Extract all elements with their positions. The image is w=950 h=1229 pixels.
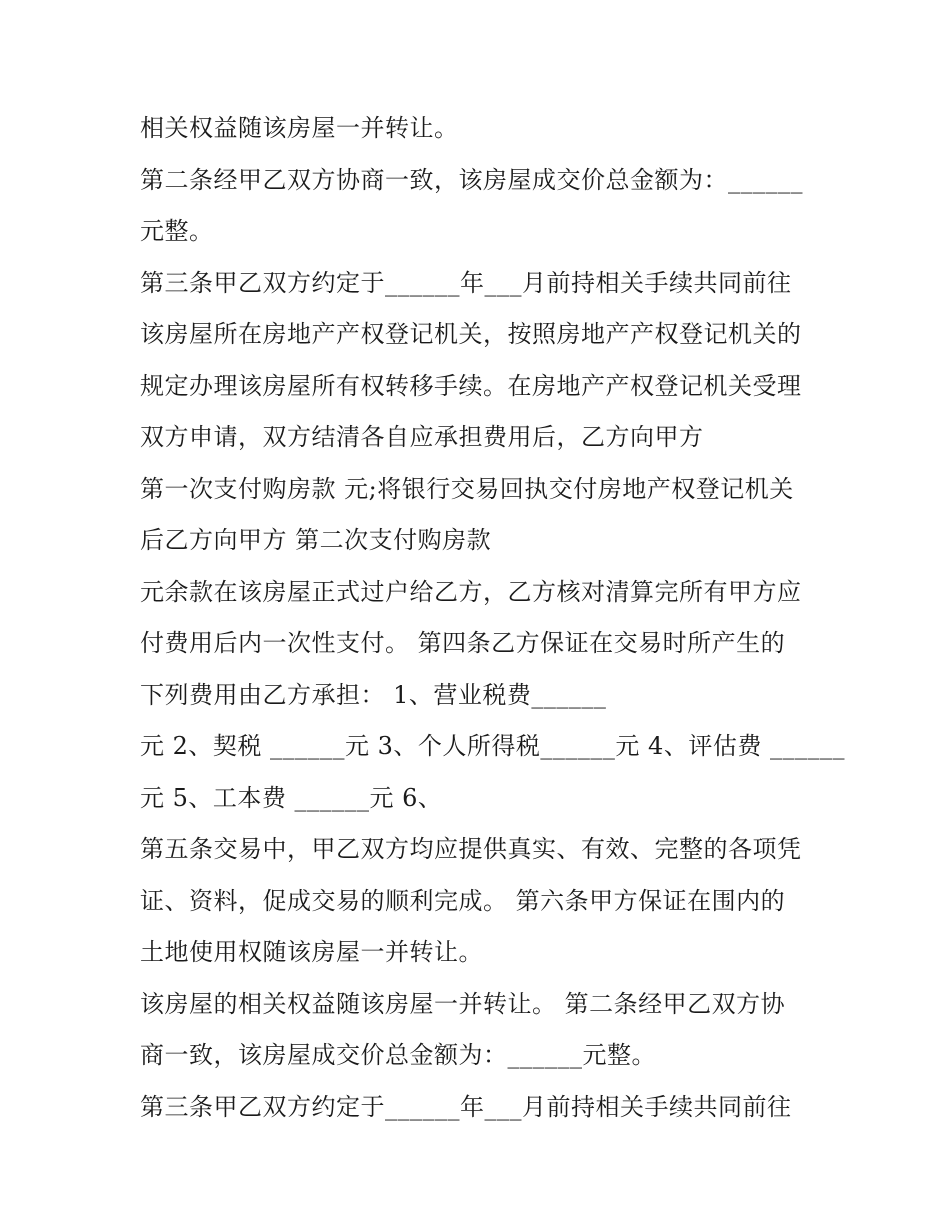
text-line: 付费用后内一次性支付。 第四条乙方保证在交易时所产生的 [140,629,786,657]
text-line: 证、资料，促成交易的顺利完成。 第六条甲方保证在围内的 [140,886,786,915]
text-line: 第一次支付购房款 元;将银行交易回执交付房地产权登记机关 [140,474,794,503]
text-line: 该房屋的相关权益随该房屋一并转让。 第二条经甲乙双方协 [140,989,786,1018]
text-line: 第五条交易中，甲乙双方均应提供真实、有效、完整的各项凭 [140,835,802,863]
text-line: 规定办理该房屋所有权转移手续。在房地产产权登记机关受理 [140,371,802,400]
text-line: 相关权益随该房屋一并转让。 [140,114,459,142]
text-line: 第三条甲乙双方约定于______年___月前持相关手续共同前往 [140,268,792,297]
text-line: 元 2、契税 ______元 3、个人所得税______元 4、评估费 ______ [140,732,845,760]
document-body [140,103,845,1133]
text-line: 土地使用权随该房屋一并转让。 [140,938,483,966]
text-line: 元 5、工本费 ______元 6、 [140,783,443,812]
text-line: 第三条甲乙双方约定于______年___月前持相关手续共同前往 [140,1092,792,1121]
text-line: 元整。 [140,217,214,245]
text-line: 下列费用由乙方承担： 1、营业税费______ [140,680,607,709]
text-line: 双方申请，双方结清各自应承担费用后，乙方向甲方 [140,423,704,451]
text-line: 后乙方向甲方 第二次支付购房款 [140,526,492,554]
text-line: 商一致，该房屋成交价总金额为：______元整。 [140,1041,656,1069]
text-line: 该房屋所在房地产产权登记机关，按照房地产产权登记机关的 [140,320,802,348]
text-line: 元余款在该房屋正式过户给乙方，乙方核对清算完所有甲方应 [140,577,802,606]
text-line: 第二条经甲乙双方协商一致，该房屋成交价总金额为：______ [140,165,803,194]
